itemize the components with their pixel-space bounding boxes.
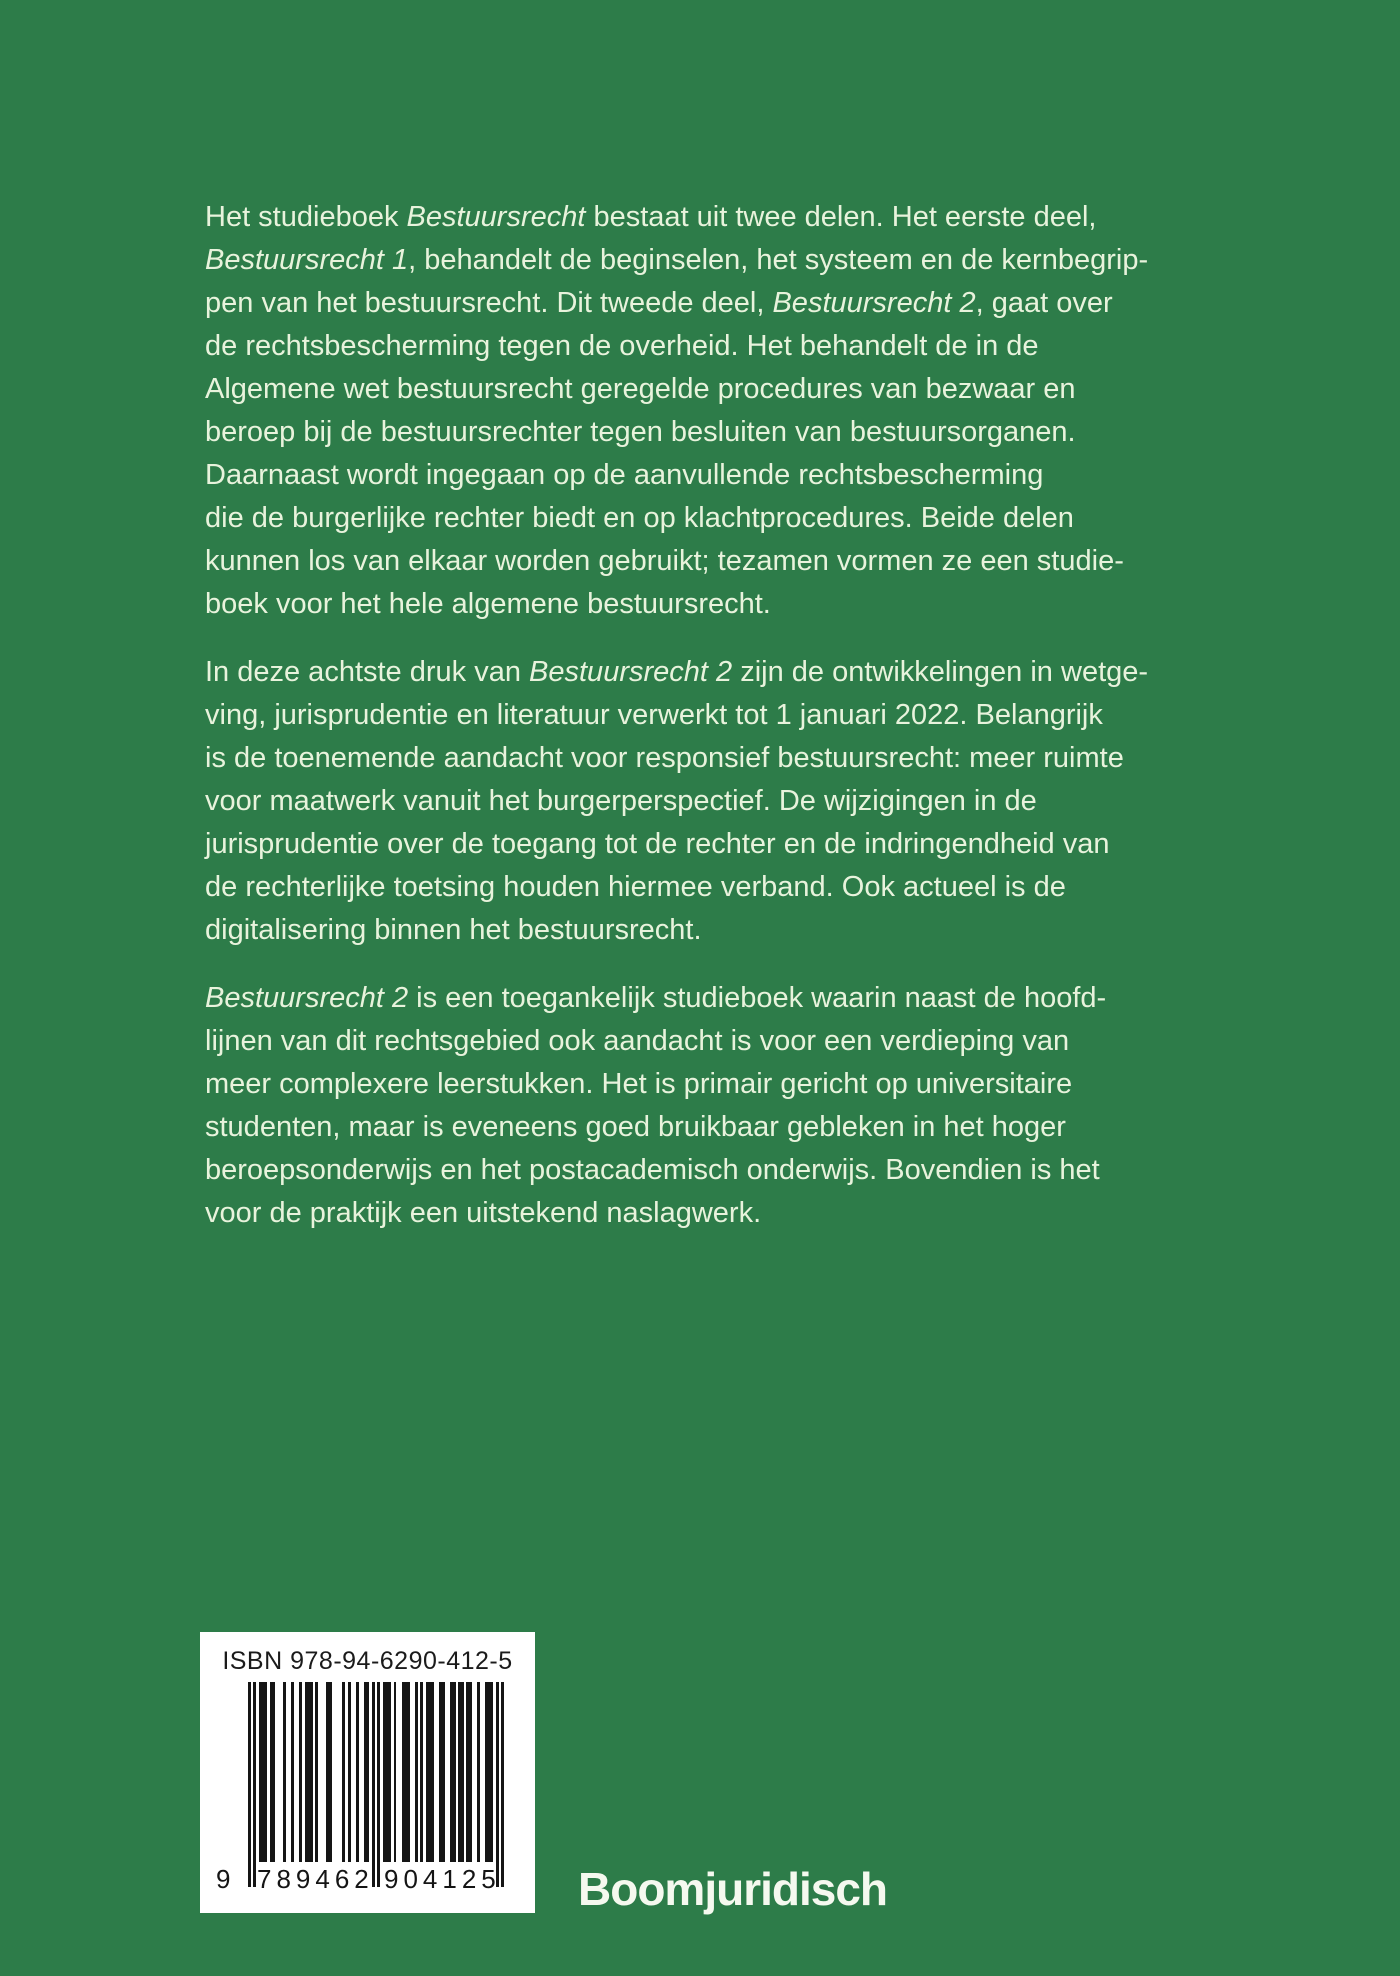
barcode-bar (377, 1682, 380, 1887)
back-cover-blurb (205, 196, 1225, 1260)
blurb-line: de rechtsbescherming tegen de overheid. Het behandelt de in de (205, 330, 1039, 362)
barcode-bar (367, 1682, 370, 1862)
blurb-line: de rechterlijke toetsing houden hiermee verband. Ook actueel is de (205, 871, 1066, 903)
barcode-bar (491, 1682, 494, 1862)
blurb-line: Bestuursrecht 1, behandelt de beginselen, het systeem en de kernbegrip- (205, 244, 1149, 276)
barcode-bar (315, 1682, 318, 1862)
blurb-line: voor de praktijk een uitstekend naslagwerk. (205, 1197, 762, 1229)
publisher-logo: Boomjuridisch (578, 1863, 888, 1915)
barcode-bar (342, 1682, 345, 1862)
blurb-line: voor maatwerk vanuit het burgerperspectief. De wijzigingen in de (205, 785, 1037, 817)
blurb-paragraph (205, 977, 1225, 1235)
blurb-line: boek voor het hele algemene bestuursrecht. (205, 588, 771, 620)
isbn-barcode-panel (200, 1632, 535, 1913)
barcode-bar (394, 1682, 397, 1862)
barcode-bar (496, 1682, 499, 1887)
barcode-bar (253, 1682, 256, 1887)
barcode-bar (310, 1682, 313, 1862)
blurb-line: In deze achtste druk van Bestuursrecht 2 zijn de ontwikkelingen in wetge- (205, 656, 1149, 688)
blurb-line: pen van het bestuursrecht. Dit tweede deel, Bestuursrecht 2, gaat over (205, 287, 1113, 319)
blurb-line: Het studieboek Bestuursrecht bestaat uit twee delen. Het eerste deel, (205, 201, 1097, 233)
barcode-digits-left-group: 789462 (257, 1864, 374, 1894)
blurb-line: beroep bij de bestuursrechter tegen besluiten van bestuursorganen. (205, 416, 1076, 448)
blurb-line: jurisprudentie over de toegang tot de rechter en de indringendheid van (205, 828, 1110, 860)
barcode-bar (469, 1682, 472, 1862)
blurb-line: ving, jurisprudentie en literatuur verwerkt tot 1 januari 2022. Belangrijk (205, 699, 1103, 731)
barcode-bar (420, 1682, 423, 1862)
blurb-paragraph (205, 196, 1225, 626)
blurb-line: Bestuursrecht 2 is een toegankelijk studieboek waarin naast de hoofd- (205, 982, 1107, 1014)
barcode-bar (283, 1682, 286, 1862)
blurb-paragraph (205, 651, 1225, 952)
barcode-bar (477, 1682, 480, 1862)
blurb-line: Algemene wet bestuursrecht geregelde procedures van bezwaar en (205, 373, 1076, 405)
blurb-line: meer complexere leerstukken. Het is primair gericht op universitaire (205, 1068, 1073, 1100)
barcode-lead-digit: 9 (216, 1864, 231, 1894)
blurb-line: studenten, maar is eveneens goed bruikbaar gebleken in het hoger (205, 1111, 1066, 1143)
blurb-line: beroepsonderwijs en het postacademisch onderwijs. Bovendien is het (205, 1154, 1100, 1186)
blurb-line: digitalisering binnen het bestuursrecht. (205, 914, 702, 946)
ean13-barcode (248, 1682, 504, 1887)
barcode-bar (248, 1682, 251, 1887)
blurb-line: Daarnaast wordt ingegaan op de aanvullende rechtsbescherming (205, 459, 1044, 491)
barcode-bar (407, 1682, 410, 1862)
barcode-bar (431, 1682, 434, 1862)
barcode-bar (372, 1682, 375, 1887)
barcode-bar (415, 1682, 418, 1862)
barcode-bar (453, 1682, 456, 1862)
barcode-bar (461, 1682, 464, 1862)
barcode-bar (348, 1682, 351, 1862)
barcode-bar (501, 1682, 504, 1887)
barcode-bar (388, 1682, 391, 1862)
barcode-bar (291, 1682, 294, 1862)
blurb-line: kunnen los van elkaar worden gebruikt; tezamen vormen ze een studie- (205, 545, 1124, 577)
isbn-number: ISBN 978-94-6290-412-5 (222, 1647, 513, 1675)
barcode-bar (264, 1682, 267, 1862)
barcode-bar (329, 1682, 332, 1862)
barcode-bar (356, 1682, 359, 1862)
barcode-digits-right-group: 904125 (384, 1864, 501, 1894)
barcode-bar (442, 1682, 445, 1862)
barcode-bar (299, 1682, 302, 1862)
barcode-bar (272, 1682, 275, 1862)
blurb-line: is de toenemende aandacht voor responsief bestuursrecht: meer ruimte (205, 742, 1124, 774)
blurb-line: die de burgerlijke rechter biedt en op klachtprocedures. Beide delen (205, 502, 1074, 534)
blurb-line: lijnen van dit rechtsgebied ook aandacht is voor een verdieping van (205, 1025, 1070, 1057)
